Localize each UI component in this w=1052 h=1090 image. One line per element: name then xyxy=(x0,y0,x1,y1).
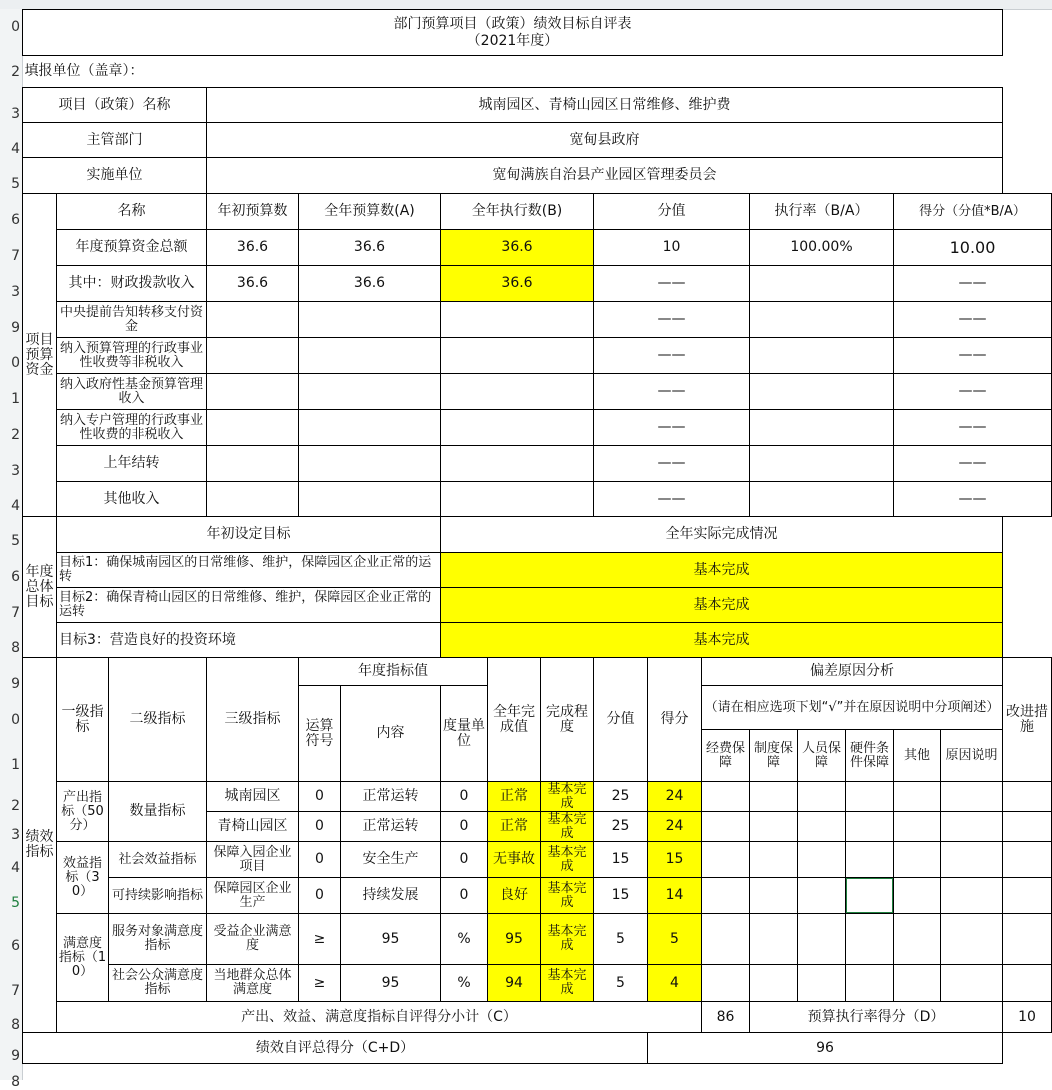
level3-cell[interactable]: 保障园区企业生产 xyxy=(207,878,299,914)
row-number[interactable]: 7 xyxy=(11,983,20,999)
funds-row-score-value[interactable]: 10 xyxy=(594,230,750,266)
level3-cell[interactable]: 城南园区 xyxy=(207,782,299,812)
row-number-active[interactable]: 5 xyxy=(11,895,20,911)
degree-cell[interactable]: 基本完成 xyxy=(541,812,594,842)
indicators-group-label[interactable]: 绩效指标 xyxy=(23,658,57,1033)
reason-cell[interactable] xyxy=(894,878,941,914)
operator-cell[interactable]: ≥ xyxy=(299,965,341,1002)
score-cell[interactable]: 24 xyxy=(648,812,702,842)
header-level2[interactable]: 二级指标 xyxy=(109,658,207,782)
level1-benefit[interactable]: 效益指标（30） xyxy=(57,842,109,914)
funds-row-score[interactable]: —— xyxy=(894,410,1052,446)
row-number[interactable]: 2 xyxy=(11,64,20,80)
funds-row-initial[interactable] xyxy=(207,374,299,410)
funds-row-name[interactable]: 其他收入 xyxy=(57,482,207,517)
funds-row-score-value[interactable]: —— xyxy=(594,374,750,410)
funds-row-score[interactable]: 10.00 xyxy=(894,230,1052,266)
score-value-cell[interactable]: 15 xyxy=(594,842,648,878)
funds-header-executed[interactable]: 全年执行数(B) xyxy=(441,194,594,230)
degree-cell[interactable]: 基本完成 xyxy=(541,782,594,812)
funds-row-name[interactable]: 年度预算资金总额 xyxy=(57,230,207,266)
funds-row-initial[interactable]: 36.6 xyxy=(207,266,299,302)
reason-cell[interactable] xyxy=(702,782,750,812)
funds-group-label[interactable]: 项目预算资金 xyxy=(23,194,57,517)
row-number[interactable]: 3 xyxy=(11,827,20,843)
header-score-value[interactable]: 分值 xyxy=(594,658,648,782)
content-cell[interactable]: 正常运转 xyxy=(341,812,441,842)
budget-rate-label[interactable]: 预算执行率得分（D） xyxy=(750,1002,1003,1033)
reason-cell[interactable] xyxy=(846,914,894,965)
unit-cell[interactable]: 0 xyxy=(441,782,488,812)
level3-cell[interactable]: 受益企业满意度 xyxy=(207,914,299,965)
impl-unit-value[interactable]: 宽甸满族自治县产业园区管理委员会 xyxy=(207,158,1003,194)
total-value[interactable]: 96 xyxy=(648,1033,1003,1064)
reason-cell[interactable] xyxy=(894,914,941,965)
row-number[interactable]: 3 xyxy=(11,284,20,300)
goal-actual[interactable]: 基本完成 xyxy=(441,553,1003,588)
funds-row-rate[interactable] xyxy=(750,446,894,482)
funds-row-executed[interactable] xyxy=(441,482,594,517)
subtotal-label[interactable]: 产出、效益、满意度指标自评得分小计（C） xyxy=(57,1002,702,1033)
header-degree[interactable]: 完成程度 xyxy=(541,658,594,782)
improve-cell[interactable] xyxy=(1003,842,1052,878)
funds-row-initial[interactable] xyxy=(207,410,299,446)
score-cell[interactable]: 4 xyxy=(648,965,702,1002)
level2-quantity[interactable]: 数量指标 xyxy=(109,782,207,842)
funds-row-score[interactable]: —— xyxy=(894,338,1052,374)
project-name-value[interactable]: 城南园区、青椅山园区日常维修、维护费 xyxy=(207,88,1003,123)
level3-cell[interactable]: 青椅山园区 xyxy=(207,812,299,842)
row-number[interactable]: 4 xyxy=(11,498,20,514)
completion-value-cell[interactable]: 良好 xyxy=(488,878,541,914)
degree-cell[interactable]: 基本完成 xyxy=(541,878,594,914)
operator-cell[interactable]: 0 xyxy=(299,842,341,878)
funds-row-score[interactable]: —— xyxy=(894,266,1052,302)
content-cell[interactable]: 95 xyxy=(341,914,441,965)
row-number[interactable]: 5 xyxy=(11,533,20,549)
unit-cell[interactable]: 0 xyxy=(441,812,488,842)
row-number[interactable]: 1 xyxy=(11,757,20,773)
funds-row-score-value[interactable]: —— xyxy=(594,302,750,338)
funds-row-score-value[interactable]: —— xyxy=(594,482,750,517)
score-cell[interactable]: 5 xyxy=(648,914,702,965)
reason-cell[interactable] xyxy=(941,782,1003,812)
row-number[interactable]: 6 xyxy=(11,938,20,954)
reason-cell[interactable] xyxy=(941,812,1003,842)
budget-rate-value[interactable]: 10 xyxy=(1003,1002,1052,1033)
completion-value-cell[interactable]: 正常 xyxy=(488,812,541,842)
row-number[interactable]: 6 xyxy=(11,212,20,228)
row-number[interactable]: 3 xyxy=(11,106,20,122)
unit-cell[interactable]: % xyxy=(441,965,488,1002)
subtotal-value[interactable]: 86 xyxy=(702,1002,750,1033)
reason-cell[interactable] xyxy=(750,812,798,842)
header-operator[interactable]: 运算符号 xyxy=(299,686,341,782)
improve-cell[interactable] xyxy=(1003,914,1052,965)
reason-cell[interactable] xyxy=(702,914,750,965)
funds-row-executed[interactable] xyxy=(441,446,594,482)
unit-cell[interactable]: 0 xyxy=(441,878,488,914)
funds-row-rate[interactable] xyxy=(750,374,894,410)
total-label[interactable]: 绩效自评总得分（C+D） xyxy=(23,1033,648,1064)
reason-cell[interactable] xyxy=(702,812,750,842)
goal-actual[interactable]: 基本完成 xyxy=(441,588,1003,623)
completion-value-cell[interactable]: 正常 xyxy=(488,782,541,812)
header-reason-hardware[interactable]: 硬件条件保障 xyxy=(846,730,894,782)
goals-header-actual[interactable]: 全年实际完成情况 xyxy=(441,517,1003,553)
improve-cell[interactable] xyxy=(1003,965,1052,1002)
row-number[interactable]: 2 xyxy=(11,798,20,814)
score-value-cell[interactable]: 5 xyxy=(594,914,648,965)
reason-cell[interactable] xyxy=(846,782,894,812)
funds-row-annual[interactable] xyxy=(299,446,441,482)
header-level3[interactable]: 三级指标 xyxy=(207,658,299,782)
funds-row-name[interactable]: 纳入专户管理的行政事业性收费的非税收入 xyxy=(57,410,207,446)
funds-row-annual[interactable] xyxy=(299,410,441,446)
score-value-cell[interactable]: 25 xyxy=(594,812,648,842)
self-evaluation-table xyxy=(22,9,1052,1064)
table-title[interactable] xyxy=(23,10,1003,56)
funds-row-score[interactable]: —— xyxy=(894,446,1052,482)
level2-cell[interactable]: 服务对象满意度指标 xyxy=(109,914,207,965)
funds-row-name[interactable]: 纳入政府性基金预算管理收入 xyxy=(57,374,207,410)
reason-cell[interactable] xyxy=(702,878,750,914)
content-cell[interactable]: 正常运转 xyxy=(341,782,441,812)
fill-unit-label[interactable]: 填报单位（盖章）： xyxy=(24,63,144,79)
improve-cell[interactable] xyxy=(1003,878,1052,914)
level2-cell[interactable]: 可持续影响指标 xyxy=(109,878,207,914)
row-number[interactable]: 1 xyxy=(11,391,20,407)
operator-cell[interactable]: ≥ xyxy=(299,914,341,965)
reason-cell[interactable] xyxy=(894,782,941,812)
reason-cell[interactable] xyxy=(941,842,1003,878)
improve-cell[interactable] xyxy=(1003,782,1052,812)
row-number[interactable]: 8 xyxy=(11,1074,20,1090)
reason-cell[interactable] xyxy=(798,965,846,1002)
content-cell[interactable]: 安全生产 xyxy=(341,842,441,878)
reason-cell[interactable] xyxy=(750,782,798,812)
goals-group-label[interactable]: 年度总体目标 xyxy=(23,517,57,658)
funds-header-score[interactable]: 得分（分值*B/A） xyxy=(894,194,1052,230)
score-value-cell[interactable]: 15 xyxy=(594,878,648,914)
funds-row-initial[interactable] xyxy=(207,482,299,517)
level2-cell[interactable]: 社会效益指标 xyxy=(109,842,207,878)
header-completion-value[interactable]: 全年完成值 xyxy=(488,658,541,782)
header-reason-other[interactable]: 其他 xyxy=(894,730,941,782)
unit-cell[interactable]: 0 xyxy=(441,842,488,878)
header-annual-values[interactable]: 年度指标值 xyxy=(299,658,488,686)
completion-value-cell[interactable]: 无事故 xyxy=(488,842,541,878)
funds-row-rate[interactable] xyxy=(750,266,894,302)
reason-cell[interactable] xyxy=(750,842,798,878)
reason-cell[interactable] xyxy=(750,965,798,1002)
funds-row-score-value[interactable]: —— xyxy=(594,266,750,302)
funds-row-annual[interactable]: 36.6 xyxy=(299,266,441,302)
reason-cell[interactable] xyxy=(798,842,846,878)
row-number[interactable]: 8 xyxy=(11,1017,20,1033)
header-content[interactable]: 内容 xyxy=(341,686,441,782)
header-reason-explain[interactable]: 原因说明 xyxy=(941,730,1003,782)
dept-label[interactable]: 主管部门 xyxy=(23,123,207,158)
reason-cell[interactable] xyxy=(894,842,941,878)
funds-row-rate[interactable] xyxy=(750,482,894,517)
reason-cell[interactable] xyxy=(846,842,894,878)
funds-row-initial[interactable] xyxy=(207,302,299,338)
content-cell[interactable]: 95 xyxy=(341,965,441,1002)
funds-row-executed[interactable] xyxy=(441,338,594,374)
funds-row-executed[interactable]: 36.6 xyxy=(441,266,594,302)
row-number[interactable]: 0 xyxy=(11,712,20,728)
row-number[interactable]: 6 xyxy=(11,569,20,585)
project-name-label[interactable]: 项目（政策）名称 xyxy=(23,88,207,123)
funds-row-name[interactable]: 上年结转 xyxy=(57,446,207,482)
funds-row-score-value[interactable]: —— xyxy=(594,446,750,482)
header-reason-funding[interactable]: 经费保障 xyxy=(702,730,750,782)
funds-header-annual[interactable]: 全年预算数(A) xyxy=(299,194,441,230)
funds-header-name[interactable]: 名称 xyxy=(57,194,207,230)
funds-row-rate[interactable] xyxy=(750,410,894,446)
row-header-strip[interactable] xyxy=(0,9,23,1090)
reason-cell[interactable] xyxy=(894,812,941,842)
row-number[interactable]: 9 xyxy=(11,1048,20,1064)
funds-row-initial[interactable]: 36.6 xyxy=(207,230,299,266)
reason-cell[interactable] xyxy=(750,878,798,914)
level3-cell[interactable]: 保障入园企业项目 xyxy=(207,842,299,878)
funds-row-initial[interactable] xyxy=(207,446,299,482)
row-number[interactable]: 8 xyxy=(11,640,20,656)
row-number[interactable]: 9 xyxy=(11,320,20,336)
row-number[interactable]: 4 xyxy=(11,860,20,876)
degree-cell[interactable]: 基本完成 xyxy=(541,965,594,1002)
score-cell[interactable]: 24 xyxy=(648,782,702,812)
operator-cell[interactable]: 0 xyxy=(299,878,341,914)
level2-cell[interactable]: 社会公众满意度指标 xyxy=(109,965,207,1002)
funds-row-annual[interactable] xyxy=(299,302,441,338)
header-deviation-note[interactable]: （请在相应选项下划“√”并在原因说明中分项阐述） xyxy=(702,686,1003,730)
row-number[interactable]: 2 xyxy=(11,427,20,443)
reason-cell[interactable] xyxy=(941,965,1003,1002)
header-level1[interactable]: 一级指标 xyxy=(57,658,109,782)
funds-row-annual[interactable] xyxy=(299,338,441,374)
header-reason-staff[interactable]: 人员保障 xyxy=(798,730,846,782)
selected-cell[interactable] xyxy=(846,878,894,914)
row-number[interactable]: 0 xyxy=(11,19,20,35)
reason-cell[interactable] xyxy=(798,878,846,914)
funds-row-rate[interactable]: 100.00% xyxy=(750,230,894,266)
funds-row-annual[interactable] xyxy=(299,374,441,410)
degree-cell[interactable]: 基本完成 xyxy=(541,842,594,878)
header-deviation[interactable]: 偏差原因分析 xyxy=(702,658,1003,686)
reason-cell[interactable] xyxy=(941,878,1003,914)
header-reason-system[interactable]: 制度保障 xyxy=(750,730,798,782)
reason-cell[interactable] xyxy=(702,842,750,878)
goal-actual[interactable]: 基本完成 xyxy=(441,623,1003,658)
reason-cell[interactable] xyxy=(846,965,894,1002)
funds-header-initial[interactable]: 年初预算数 xyxy=(207,194,299,230)
funds-row-executed[interactable] xyxy=(441,374,594,410)
row-number[interactable]: 5 xyxy=(11,176,20,192)
funds-row-score[interactable]: —— xyxy=(894,374,1052,410)
completion-value-cell[interactable]: 94 xyxy=(488,965,541,1002)
reason-cell[interactable] xyxy=(798,812,846,842)
funds-row-score[interactable]: —— xyxy=(894,302,1052,338)
row-number[interactable]: 4 xyxy=(11,141,20,157)
funds-row-name[interactable]: 纳入预算管理的行政事业性收费等非税收入 xyxy=(57,338,207,374)
completion-value-cell[interactable]: 95 xyxy=(488,914,541,965)
goal-target[interactable]: 目标2：确保青椅山园区的日常维修、维护，保障园区企业正常的运转 xyxy=(57,588,441,623)
row-number[interactable]: 0 xyxy=(11,355,20,371)
funds-row-rate[interactable] xyxy=(750,338,894,374)
funds-row-score-value[interactable]: —— xyxy=(594,410,750,446)
row-number[interactable]: 7 xyxy=(11,605,20,621)
reason-cell[interactable] xyxy=(798,914,846,965)
title-main: 部门预算项目（政策）绩效目标自评表 xyxy=(393,15,632,32)
funds-row-initial[interactable] xyxy=(207,338,299,374)
level1-output[interactable]: 产出指标（50分） xyxy=(57,782,109,842)
unit-cell[interactable]: % xyxy=(441,914,488,965)
funds-row-rate[interactable] xyxy=(750,302,894,338)
level3-cell[interactable]: 当地群众总体满意度 xyxy=(207,965,299,1002)
header-improve[interactable]: 改进措施 xyxy=(1003,658,1052,782)
header-unit[interactable]: 度量单位 xyxy=(441,686,488,782)
goal-target[interactable]: 目标1：确保城南园区的日常维修、维护，保障园区企业正常的运转 xyxy=(57,553,441,588)
row-number[interactable]: 3 xyxy=(11,463,20,479)
row-number[interactable]: 9 xyxy=(11,676,20,692)
goals-header-initial[interactable]: 年初设定目标 xyxy=(57,517,441,553)
reason-cell[interactable] xyxy=(798,782,846,812)
reason-cell[interactable] xyxy=(750,914,798,965)
impl-unit-label[interactable]: 实施单位 xyxy=(23,158,207,194)
goal-target[interactable]: 目标3：营造良好的投资环境 xyxy=(57,623,441,658)
title-year: （2021年度） xyxy=(466,32,559,49)
level1-satisfaction[interactable]: 满意度指标（10） xyxy=(57,914,109,1002)
degree-cell[interactable]: 基本完成 xyxy=(541,914,594,965)
header-score[interactable]: 得分 xyxy=(648,658,702,782)
funds-row-executed[interactable] xyxy=(441,302,594,338)
score-value-cell[interactable]: 25 xyxy=(594,782,648,812)
score-value-cell[interactable]: 5 xyxy=(594,965,648,1002)
reason-cell[interactable] xyxy=(941,914,1003,965)
dept-value[interactable]: 宽甸县政府 xyxy=(207,123,1003,158)
operator-cell[interactable]: 0 xyxy=(299,812,341,842)
funds-row-annual[interactable] xyxy=(299,482,441,517)
score-cell[interactable]: 15 xyxy=(648,842,702,878)
funds-row-name[interactable]: 中央提前告知转移支付资金 xyxy=(57,302,207,338)
reason-cell[interactable] xyxy=(846,812,894,842)
funds-row-score[interactable]: —— xyxy=(894,482,1052,517)
reason-cell[interactable] xyxy=(702,965,750,1002)
score-cell[interactable]: 14 xyxy=(648,878,702,914)
funds-row-score-value[interactable]: —— xyxy=(594,338,750,374)
funds-row-annual[interactable]: 36.6 xyxy=(299,230,441,266)
content-cell[interactable]: 持续发展 xyxy=(341,878,441,914)
row-number[interactable]: 7 xyxy=(11,248,20,264)
operator-cell[interactable]: 0 xyxy=(299,782,341,812)
funds-row-name[interactable]: 其中：财政拨款收入 xyxy=(57,266,207,302)
reason-cell[interactable] xyxy=(894,965,941,1002)
funds-row-executed[interactable] xyxy=(441,410,594,446)
funds-header-rate[interactable]: 执行率（B/A） xyxy=(750,194,894,230)
improve-cell[interactable] xyxy=(1003,812,1052,842)
funds-row-executed[interactable]: 36.6 xyxy=(441,230,594,266)
funds-header-score-value[interactable]: 分值 xyxy=(594,194,750,230)
